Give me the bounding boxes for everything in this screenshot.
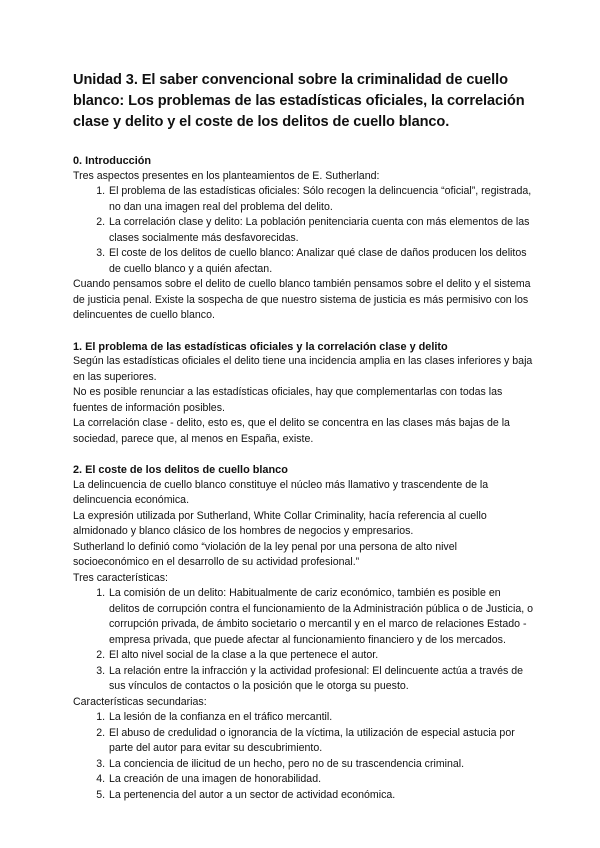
numbered-list	[73, 586, 533, 695]
list-item: 2. El alto nivel social de la clase a la que pertenece el autor.	[108, 648, 533, 664]
document-title: Unidad 3. El saber convencional sobre la criminalidad de cuello blanco: Los problemas de las estadísticas oficiales, la correlación clase y delito y el coste de los delitos de cuello blanco.	[73, 72, 525, 130]
paragraph: Sutherland lo definió como “violación de la ley penal por una persona de alto nivel socioeconómico en el desarrollo de su actividad profesional.”	[73, 540, 457, 568]
list-item: 3. La conciencia de ilicitud de un hecho, pero no de su trascendencia criminal.	[108, 757, 533, 773]
list-item: 1. El problema de las estadísticas oficiales: Sólo recogen la delincuencia “oficial”, registrada, no dan una imagen real del problema del delito.	[108, 184, 533, 215]
section-heading: 1. El problema de las estadísticas oficiales y la correlación clase y delito	[73, 340, 448, 353]
paragraph: Tres aspectos presentes en los planteamientos de E. Sutherland:	[73, 169, 380, 182]
paragraph: No es posible renunciar a las estadísticas oficiales, hay que complementarlas con todas las fuentes de información posibles.	[73, 386, 503, 414]
section-heading: 2. El coste de los delitos de cuello blanco	[73, 464, 288, 476]
paragraph: La correlación clase - delito, esto es, que el delito se concentra en las clases más bajas de la sociedad, parece que, al menos en España, existe.	[73, 417, 510, 445]
numbered-list	[73, 184, 533, 277]
numbered-list	[73, 710, 533, 803]
list-item: 1. La lesión de la confianza en el tráfico mercantil.	[108, 710, 533, 726]
paragraph: La expresión utilizada por Sutherland, White Collar Criminality, hacía referencia al cuello almidonado y blanco clásico de los hombres de negocios y empresarios.	[73, 509, 487, 537]
paragraph: La delincuencia de cuello blanco constituye el núcleo más llamativo y trascendente de la delincuencia económica.	[73, 478, 489, 506]
document-page	[73, 70, 533, 819]
list-item: 5. La pertenencia del autor a un sector de actividad económica.	[108, 788, 533, 804]
section-heading: 0. Introducción	[73, 155, 152, 167]
list-item: 4. La creación de una imagen de honorabilidad.	[108, 772, 533, 788]
list-label: Tres características:	[73, 571, 168, 584]
paragraph: Según las estadísticas oficiales el delito tiene una incidencia amplia en las clases inferiores y baja en las superiores.	[73, 355, 533, 383]
list-item: 1. La comisión de un delito: Habitualmente de cariz económico, también es posible en delitos de corrupción contra el funcionamiento de la Administración pública o de Justicia, o corrupción privada, de ámbito societario o mercantil y en el marco de relaciones Estado - empresa privada, que puede afectar al funcionamiento financiero y de los mercados.	[108, 586, 533, 648]
paragraph: Cuando pensamos sobre el delito de cuello blanco también pensamos sobre el delito y el sistema de justicia penal. Existe la sospecha de que nuestro sistema de justicia es más permisivo con los delincuentes de cuello blanco.	[73, 278, 531, 321]
list-item: 3. La relación entre la infracción y la actividad profesional: El delincuente actúa a través de sus vínculos de contactos o la posición que le otorga su puesto.	[108, 664, 533, 695]
section-statistics	[73, 340, 533, 448]
list-item: 2. El abuso de credulidad o ignorancia de la víctima, la utilización de especial astucia por parte del autor para evitar su descubrimiento.	[108, 726, 533, 757]
list-item: 3. El coste de los delitos de cuello blanco: Analizar qué clase de daños producen los delitos de cuello blanco y a quién afectan.	[108, 246, 533, 277]
list-label: Características secundarias:	[73, 695, 207, 708]
section-cost	[73, 463, 533, 803]
list-item: 2. La correlación clase y delito: La población penitenciaria cuenta con más elementos de las clases socialmente más desfavorecidas.	[108, 215, 533, 246]
section-introduction	[73, 154, 533, 324]
